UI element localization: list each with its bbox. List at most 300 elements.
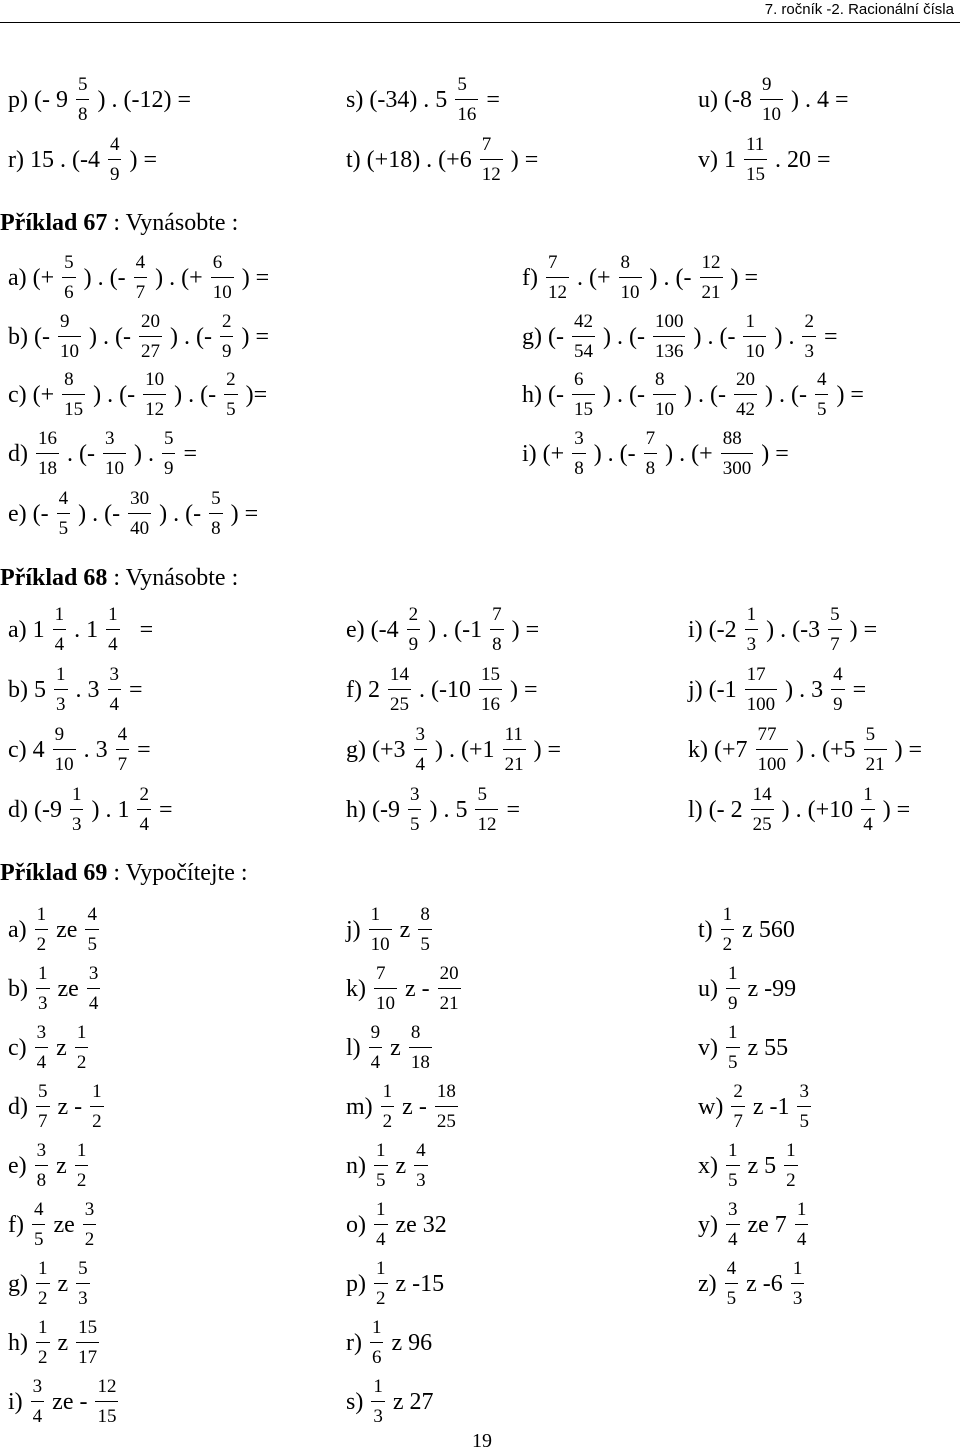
fraction bbox=[828, 604, 842, 656]
expression-text: ) . (- bbox=[168, 382, 223, 408]
fraction bbox=[58, 311, 81, 363]
fraction-bar bbox=[864, 749, 887, 750]
expression-text: ) = bbox=[235, 265, 276, 291]
expression-text: = bbox=[123, 677, 149, 703]
fraction-bar bbox=[374, 988, 397, 989]
denominator: 3 bbox=[804, 341, 814, 362]
expression-text: . 3 bbox=[69, 677, 106, 703]
fraction-bar bbox=[726, 1047, 740, 1048]
denominator: 8 bbox=[574, 458, 584, 479]
expression-text: j) bbox=[340, 917, 367, 943]
numerator: 77 bbox=[757, 724, 777, 745]
fraction bbox=[62, 369, 85, 421]
fraction-bar bbox=[435, 1106, 458, 1107]
fraction-bar bbox=[407, 629, 421, 630]
fraction-bar bbox=[374, 1224, 388, 1225]
denominator: 300 bbox=[722, 458, 752, 479]
fraction-bar bbox=[116, 749, 130, 750]
denominator: 2 bbox=[376, 1288, 386, 1309]
denominator: 54 bbox=[573, 341, 593, 362]
fraction bbox=[381, 1081, 395, 1133]
denominator: 3 bbox=[71, 814, 82, 835]
fraction bbox=[407, 604, 421, 656]
expression-text: z bbox=[50, 1035, 73, 1061]
section-title: Příklad 69 bbox=[0, 860, 108, 886]
fraction bbox=[75, 1022, 89, 1074]
exercise bbox=[340, 604, 545, 656]
fraction bbox=[36, 1258, 50, 1310]
fraction-bar bbox=[414, 749, 428, 750]
expression-text: ) = bbox=[505, 617, 546, 643]
expression-text: ) = bbox=[724, 265, 765, 291]
expression-text: ) = bbox=[527, 737, 568, 763]
fraction-bar bbox=[734, 394, 757, 395]
expression-text: z - bbox=[396, 1094, 433, 1120]
fraction-bar bbox=[619, 277, 642, 278]
expression-text: t) (+18) . (+6 bbox=[340, 147, 478, 173]
denominator: 5 bbox=[409, 814, 420, 835]
fraction bbox=[726, 963, 740, 1015]
expression-text: ) = bbox=[755, 441, 795, 467]
expression-text: ze bbox=[51, 976, 85, 1002]
expression-text: ) = bbox=[224, 501, 265, 527]
numerator: 20 bbox=[735, 369, 755, 390]
fraction-bar bbox=[475, 809, 498, 810]
expression-text: ) . (- bbox=[677, 382, 732, 408]
expression-text: ) . (-3 bbox=[760, 617, 827, 643]
denominator: 25 bbox=[752, 814, 772, 835]
fraction-bar bbox=[35, 1165, 49, 1166]
exercise bbox=[2, 488, 264, 540]
fraction-bar bbox=[572, 453, 586, 454]
expression-text: . (-10 bbox=[412, 677, 477, 703]
exercise bbox=[340, 1081, 460, 1133]
fraction-bar bbox=[721, 929, 735, 930]
numerator: 11 bbox=[746, 134, 765, 155]
exercise bbox=[340, 134, 544, 186]
fraction bbox=[644, 428, 658, 480]
exercise bbox=[516, 428, 795, 480]
exercise bbox=[2, 784, 179, 836]
expression-text: . 20 = bbox=[769, 147, 837, 173]
denominator: 4 bbox=[415, 754, 426, 775]
numerator: 6 bbox=[573, 369, 584, 390]
expression-text: a) 1 bbox=[2, 617, 51, 643]
expression-text: z) bbox=[692, 1271, 723, 1297]
fraction-bar bbox=[721, 453, 754, 454]
numerator: 1 bbox=[38, 1258, 48, 1279]
expression-text: ) . 3 bbox=[779, 677, 830, 703]
fraction bbox=[490, 604, 504, 656]
numerator: 8 bbox=[410, 1022, 421, 1043]
numerator: 1 bbox=[722, 904, 733, 925]
fraction bbox=[35, 904, 49, 956]
fraction bbox=[760, 74, 783, 126]
fraction bbox=[479, 664, 502, 716]
denominator: 8 bbox=[492, 634, 502, 655]
expression-text: ze - bbox=[46, 1389, 94, 1415]
section-67-title bbox=[0, 210, 238, 237]
expression-text: ze 7 bbox=[741, 1212, 793, 1238]
fraction-bar bbox=[162, 453, 176, 454]
fraction-bar bbox=[35, 1047, 49, 1048]
exercise bbox=[2, 1022, 90, 1074]
page-number: 19 bbox=[472, 1430, 492, 1452]
fraction-bar bbox=[31, 1401, 45, 1402]
fraction-bar bbox=[54, 689, 68, 690]
fraction-bar bbox=[479, 689, 502, 690]
exercise bbox=[2, 252, 275, 304]
numerator: 5 bbox=[211, 488, 221, 509]
denominator: 136 bbox=[654, 341, 684, 362]
fraction bbox=[572, 311, 595, 363]
denominator: 15 bbox=[573, 399, 593, 420]
expression-text: z bbox=[51, 1271, 75, 1297]
fraction-bar bbox=[106, 629, 120, 630]
fraction-bar bbox=[490, 629, 504, 630]
exercise bbox=[692, 1140, 800, 1192]
fraction bbox=[438, 963, 461, 1015]
section-69-title bbox=[0, 860, 248, 887]
numerator: 1 bbox=[728, 963, 738, 984]
numerator: 8 bbox=[64, 369, 74, 390]
numerator: 9 bbox=[54, 724, 65, 745]
exercise bbox=[340, 784, 526, 836]
fraction bbox=[653, 369, 676, 421]
fraction-bar bbox=[653, 394, 676, 395]
fraction bbox=[143, 369, 166, 421]
fraction bbox=[76, 1317, 99, 1369]
expression-text: ) . bbox=[768, 324, 801, 350]
expression-text: i) (+ bbox=[516, 441, 571, 467]
exercise bbox=[692, 1022, 794, 1074]
expression-text: ze 32 bbox=[389, 1212, 453, 1238]
denominator: 5 bbox=[87, 934, 97, 955]
fraction bbox=[743, 311, 766, 363]
fraction-bar bbox=[572, 394, 595, 395]
fraction bbox=[75, 1140, 89, 1192]
expression-text: ) = bbox=[876, 797, 917, 823]
denominator: 4 bbox=[32, 1406, 43, 1427]
denominator: 15 bbox=[64, 399, 84, 420]
expression-text: ) . (+10 bbox=[775, 797, 860, 823]
fraction-bar bbox=[726, 988, 740, 989]
fraction-bar bbox=[438, 988, 461, 989]
fraction-bar bbox=[784, 1165, 798, 1166]
fraction-bar bbox=[369, 929, 392, 930]
denominator: 9 bbox=[163, 458, 174, 479]
expression-text: n) bbox=[340, 1153, 372, 1179]
numerator: 1 bbox=[54, 604, 65, 625]
numerator: 1 bbox=[728, 1022, 738, 1043]
fraction-bar bbox=[32, 1224, 46, 1225]
denominator: 8 bbox=[645, 458, 656, 479]
fraction-bar bbox=[791, 1283, 805, 1284]
denominator: 3 bbox=[792, 1288, 803, 1309]
exercise bbox=[682, 664, 872, 716]
expression-text: f) bbox=[2, 1212, 30, 1238]
denominator: 40 bbox=[130, 518, 150, 539]
expression-text: r) 15 . (-4 bbox=[2, 147, 106, 173]
fraction bbox=[369, 904, 392, 956]
expression-text: h) bbox=[2, 1330, 34, 1356]
numerator: 1 bbox=[376, 1199, 386, 1220]
numerator: 1 bbox=[76, 1140, 87, 1161]
expression-text: e) (- bbox=[2, 501, 55, 527]
numerator: 9 bbox=[761, 74, 772, 95]
expression-text: a) (+ bbox=[2, 265, 61, 291]
denominator: 5 bbox=[58, 518, 69, 539]
fraction-bar bbox=[381, 1106, 395, 1107]
denominator: 10 bbox=[761, 104, 781, 125]
expression-text: ) . (+1 bbox=[429, 737, 501, 763]
denominator: 10 bbox=[620, 282, 640, 303]
expression-text: z 27 bbox=[386, 1389, 440, 1415]
exercise bbox=[692, 904, 801, 956]
expression-text: z bbox=[389, 1153, 413, 1179]
fraction bbox=[700, 252, 723, 304]
fraction-bar bbox=[53, 629, 67, 630]
fraction-bar bbox=[75, 1047, 89, 1048]
fraction bbox=[87, 963, 101, 1015]
fraction-bar bbox=[62, 277, 76, 278]
numerator: 1 bbox=[373, 1376, 383, 1397]
fraction-bar bbox=[57, 513, 71, 514]
fraction bbox=[36, 1081, 50, 1133]
expression-text: ) . 4 = bbox=[784, 87, 855, 113]
denominator: 2 bbox=[38, 1288, 48, 1309]
expression-text: z - bbox=[399, 976, 436, 1002]
fraction bbox=[54, 664, 68, 716]
expression-text: y) bbox=[692, 1212, 724, 1238]
exercise bbox=[2, 134, 163, 186]
expression-text: = bbox=[152, 797, 179, 823]
fraction bbox=[475, 784, 498, 836]
expression-text: = bbox=[817, 324, 844, 350]
numerator: 7 bbox=[492, 604, 502, 625]
exercise bbox=[692, 1081, 813, 1133]
exercise bbox=[2, 74, 197, 126]
fraction-bar bbox=[58, 336, 81, 337]
fraction bbox=[409, 1022, 432, 1074]
numerator: 5 bbox=[830, 604, 840, 625]
numerator: 5 bbox=[38, 1081, 48, 1102]
denominator: 3 bbox=[746, 634, 757, 655]
numerator: 5 bbox=[457, 74, 467, 95]
expression-text: z 5 bbox=[741, 1153, 783, 1179]
exercise bbox=[340, 1199, 453, 1251]
fraction bbox=[220, 311, 234, 363]
fraction-bar bbox=[802, 336, 816, 337]
expression-text: v) 1 bbox=[692, 147, 742, 173]
denominator: 5 bbox=[816, 399, 827, 420]
exercise bbox=[2, 1081, 106, 1133]
fraction bbox=[76, 74, 90, 126]
fraction bbox=[414, 1140, 428, 1192]
denominator: 10 bbox=[104, 458, 124, 479]
numerator: 3 bbox=[88, 963, 99, 984]
exercise bbox=[340, 664, 544, 716]
numerator: 4 bbox=[416, 1140, 426, 1161]
expression-text: z bbox=[50, 1153, 73, 1179]
expression-text: l) bbox=[340, 1035, 367, 1061]
fraction bbox=[36, 963, 50, 1015]
fraction bbox=[745, 664, 778, 716]
expression-text: z bbox=[393, 917, 417, 943]
denominator: 27 bbox=[140, 341, 160, 362]
exercise bbox=[2, 664, 149, 716]
fraction-bar bbox=[128, 513, 151, 514]
fraction-bar bbox=[374, 1283, 388, 1284]
numerator: 8 bbox=[654, 369, 665, 390]
exercise bbox=[682, 724, 928, 776]
expression-text: ) . (- bbox=[758, 382, 813, 408]
numerator: 20 bbox=[140, 311, 160, 332]
expression-text: z 55 bbox=[741, 1035, 795, 1061]
fraction-bar bbox=[62, 394, 85, 395]
denominator: 17 bbox=[78, 1347, 98, 1368]
numerator: 1 bbox=[71, 784, 82, 805]
expression-text: t) bbox=[692, 917, 719, 943]
fraction bbox=[751, 784, 774, 836]
denominator: 2 bbox=[722, 934, 733, 955]
expression-text: r) bbox=[340, 1330, 368, 1356]
fraction bbox=[795, 1199, 809, 1251]
denominator: 25 bbox=[389, 694, 409, 715]
fraction bbox=[209, 488, 223, 540]
fraction-bar bbox=[220, 336, 234, 337]
fraction-bar bbox=[745, 689, 778, 690]
header-rule bbox=[0, 22, 960, 23]
expression-text: ) = bbox=[830, 382, 870, 408]
numerator: 3 bbox=[32, 1376, 43, 1397]
denominator: 5 bbox=[376, 1170, 386, 1191]
fraction bbox=[90, 1081, 104, 1133]
fraction-bar bbox=[409, 1047, 432, 1048]
numerator: 1 bbox=[371, 1317, 382, 1338]
fraction bbox=[369, 1022, 383, 1074]
exercise bbox=[682, 604, 883, 656]
numerator: 1 bbox=[108, 604, 118, 625]
denominator: 9 bbox=[833, 694, 843, 715]
expression-text: m) bbox=[340, 1094, 379, 1120]
numerator: 2 bbox=[221, 311, 232, 332]
expression-text: ) . (+ bbox=[149, 265, 209, 291]
expression-text: )= bbox=[239, 382, 274, 408]
numerator: 2 bbox=[733, 1081, 743, 1102]
fraction-bar bbox=[743, 336, 766, 337]
denominator: 6 bbox=[64, 282, 74, 303]
fraction-bar bbox=[108, 159, 122, 160]
fraction-bar bbox=[815, 394, 829, 395]
fraction-bar bbox=[797, 1106, 811, 1107]
numerator: 1 bbox=[796, 1199, 807, 1220]
fraction bbox=[418, 904, 432, 956]
fraction bbox=[797, 1081, 811, 1133]
exercise bbox=[2, 604, 159, 656]
denominator: 3 bbox=[373, 1406, 383, 1427]
numerator: 2 bbox=[408, 604, 419, 625]
fraction-bar bbox=[726, 1224, 740, 1225]
numerator: 5 bbox=[64, 252, 74, 273]
denominator: 4 bbox=[36, 1052, 47, 1073]
numerator: 3 bbox=[109, 664, 119, 685]
numerator: 4 bbox=[117, 724, 128, 745]
denominator: 25 bbox=[436, 1111, 456, 1132]
fraction bbox=[726, 1199, 740, 1251]
expression-text: ) = bbox=[123, 147, 163, 173]
fraction bbox=[95, 1376, 118, 1428]
numerator: 11 bbox=[504, 724, 523, 745]
fraction bbox=[371, 1376, 385, 1428]
numerator: 1 bbox=[36, 904, 47, 925]
numerator: 1 bbox=[56, 664, 66, 685]
denominator: 15 bbox=[746, 164, 765, 185]
expression-text: d) bbox=[2, 1094, 34, 1120]
section-subtitle: : Vypočítejte : bbox=[107, 860, 248, 886]
numerator: 17 bbox=[746, 664, 766, 685]
fraction bbox=[791, 1258, 805, 1310]
denominator: 9 bbox=[408, 634, 419, 655]
fraction bbox=[32, 1199, 46, 1251]
expression-text: ) . (- bbox=[587, 441, 642, 467]
denominator: 10 bbox=[212, 282, 232, 303]
fraction bbox=[725, 1258, 739, 1310]
fraction-bar bbox=[726, 1165, 740, 1166]
fraction-bar bbox=[760, 99, 783, 100]
expression-text: ) . (- bbox=[163, 324, 218, 350]
numerator: 2 bbox=[226, 369, 236, 390]
expression-text: k) bbox=[340, 976, 372, 1002]
denominator: 7 bbox=[830, 634, 840, 655]
fraction bbox=[103, 428, 126, 480]
section-title: Příklad 67 bbox=[0, 210, 108, 236]
fraction-bar bbox=[134, 277, 148, 278]
expression-text: ze bbox=[50, 917, 84, 943]
expression-text: e) bbox=[2, 1153, 33, 1179]
numerator: 4 bbox=[109, 134, 120, 155]
expression-text: z -99 bbox=[741, 976, 803, 1002]
expression-text: p) (- 9 bbox=[2, 87, 74, 113]
denominator: 7 bbox=[733, 1111, 743, 1132]
numerator: 14 bbox=[389, 664, 409, 685]
fraction-bar bbox=[369, 1047, 383, 1048]
denominator: 4 bbox=[109, 694, 119, 715]
denominator: 9 bbox=[221, 341, 232, 362]
numerator: 1 bbox=[370, 904, 381, 925]
exercise bbox=[340, 724, 567, 776]
fraction bbox=[53, 724, 76, 776]
expression-text: b) (- bbox=[2, 324, 56, 350]
exercise bbox=[340, 74, 506, 126]
fraction bbox=[408, 784, 422, 836]
numerator: 4 bbox=[135, 252, 146, 273]
expression-text: ) . (+5 bbox=[790, 737, 862, 763]
expression-text: z bbox=[51, 1330, 75, 1356]
numerator: 1 bbox=[745, 311, 755, 332]
expression-text: f) bbox=[516, 265, 544, 291]
numerator: 14 bbox=[752, 784, 772, 805]
fraction-bar bbox=[503, 749, 526, 750]
fraction bbox=[83, 1199, 97, 1251]
expression-text: = bbox=[500, 797, 527, 823]
expression-text: h) (-9 bbox=[340, 797, 406, 823]
exercise bbox=[2, 369, 273, 421]
fraction bbox=[76, 1258, 90, 1310]
expression-text: c) bbox=[2, 1035, 33, 1061]
fraction-bar bbox=[388, 689, 411, 690]
fraction bbox=[802, 311, 816, 363]
